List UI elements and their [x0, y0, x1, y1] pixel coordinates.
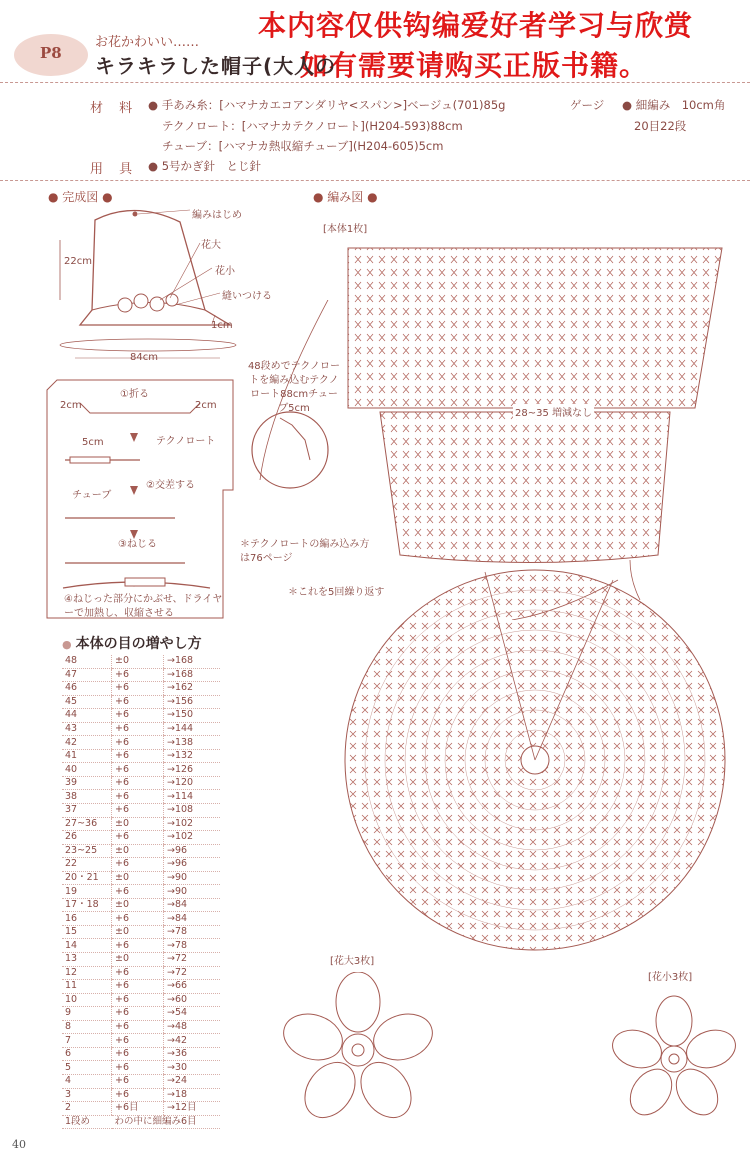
- big-flower-chart: [283, 972, 433, 1122]
- row-label: 26: [62, 831, 112, 845]
- row-total: →18: [164, 1088, 221, 1102]
- row-label: 17・18: [62, 898, 112, 912]
- row-label: 5: [62, 1061, 112, 1075]
- row-increase: +6目: [112, 1102, 164, 1116]
- crown-crochet-chart: [335, 560, 735, 960]
- row-label: 16: [62, 912, 112, 926]
- row-increase: ±0: [112, 898, 164, 912]
- row-total: →114: [164, 790, 221, 804]
- row-increase: +6: [112, 1020, 164, 1034]
- row-increase: +6: [112, 1047, 164, 1061]
- table-row: [62, 709, 220, 723]
- table-row: [62, 993, 220, 1007]
- row-total: →108: [164, 804, 221, 818]
- row-increase: +6: [112, 722, 164, 736]
- row-label: 47: [62, 668, 112, 682]
- row-total: →102: [164, 817, 221, 831]
- tube-label: チューブ: [72, 490, 112, 501]
- row-label: 8: [62, 1020, 112, 1034]
- table-row: [62, 668, 220, 682]
- row-total: →36: [164, 1047, 221, 1061]
- tools-spec: ● 5号かぎ針 とじ針: [148, 159, 262, 173]
- row-label: 22: [62, 858, 112, 872]
- row-total: →72: [164, 966, 221, 980]
- row-label: 42: [62, 736, 112, 750]
- row-label: 3: [62, 1088, 112, 1102]
- big-flower-label: [花大3枚]: [330, 956, 375, 967]
- row-increase: +6: [112, 885, 164, 899]
- increase-table-title: ● 本体の目の増やし方: [62, 633, 202, 653]
- row-increase: ±0: [112, 844, 164, 858]
- watermark-line-2: 如有需要请购买正版书籍。: [300, 49, 649, 82]
- table-row: [62, 966, 220, 980]
- row-label: 27~36: [62, 817, 112, 831]
- left-length: 2cm: [60, 400, 82, 411]
- row-total: →54: [164, 1007, 221, 1021]
- body-label: [本体1枚]: [323, 224, 368, 235]
- row-increase: +6: [112, 1088, 164, 1102]
- row-label: 6: [62, 1047, 112, 1061]
- flower-small-label: 花小: [215, 266, 235, 277]
- row-increase: ±0: [112, 953, 164, 967]
- row-label: 44: [62, 709, 112, 723]
- table-row: [62, 804, 220, 818]
- row-increase: +6: [112, 736, 164, 750]
- repeat-note: ＊これを5回繰り返す: [288, 587, 385, 598]
- table-row: [62, 763, 220, 777]
- row-label: 1段め: [62, 1115, 112, 1129]
- table-row: [62, 749, 220, 763]
- row-increase: +6: [112, 980, 164, 994]
- table-row: [62, 682, 220, 696]
- row-label: 23~25: [62, 844, 112, 858]
- row-total: →42: [164, 1034, 221, 1048]
- row-increase: +6: [112, 776, 164, 790]
- tube-length: 5cm: [82, 437, 104, 448]
- header-divider: [0, 82, 750, 83]
- row-increase: +6: [112, 668, 164, 682]
- flower-large-label: 花大: [201, 240, 221, 251]
- table-row: [62, 722, 220, 736]
- row-total: →30: [164, 1061, 221, 1075]
- table-row: [62, 831, 220, 845]
- table-row: [62, 912, 220, 926]
- row-label: 15: [62, 925, 112, 939]
- table-row: [62, 953, 220, 967]
- row-label: 38: [62, 790, 112, 804]
- gauge-label: ゲージ: [570, 98, 605, 112]
- row-label: 9: [62, 1007, 112, 1021]
- row-total: →96: [164, 844, 221, 858]
- increase-table: [62, 655, 220, 1129]
- table-row: [62, 980, 220, 994]
- row-total: →132: [164, 749, 221, 763]
- table-row: [62, 858, 220, 872]
- row-total: →78: [164, 939, 221, 953]
- row-increase: +6: [112, 1034, 164, 1048]
- fold-step: ①折る: [120, 389, 149, 400]
- table-row: [62, 1074, 220, 1088]
- table-row: [62, 939, 220, 953]
- row-increase: +6: [112, 993, 164, 1007]
- no-change-label: 28~35 増減なし: [513, 404, 594, 419]
- row-increase: ±0: [112, 925, 164, 939]
- row-label: 4: [62, 1074, 112, 1088]
- row-total: →24: [164, 1074, 221, 1088]
- finished-section-title: ● 完成図 ●: [48, 190, 113, 204]
- small-flower-label: [花小3枚]: [648, 972, 693, 983]
- row-total: →168: [164, 655, 221, 668]
- table-row: [62, 695, 220, 709]
- yarn-spec: ● 手あみ糸：[ハマナカエコアンダリヤ<スパン>]ベージュ(701)85g: [148, 98, 506, 112]
- row-label: 19: [62, 885, 112, 899]
- row-label: 12: [62, 966, 112, 980]
- cross-step: ②交差する: [146, 480, 195, 491]
- row-total: →102: [164, 831, 221, 845]
- kicker-text: お花かわいい……: [95, 35, 200, 50]
- table-row: [62, 1007, 220, 1021]
- techno-reference: ＊テクノロートの編み込み方は76ページ: [240, 539, 370, 564]
- row-label: 7: [62, 1034, 112, 1048]
- row-label: 41: [62, 749, 112, 763]
- row-total: →90: [164, 885, 221, 899]
- row-total: →90: [164, 871, 221, 885]
- row-increase: +6: [112, 831, 164, 845]
- table-row: [62, 925, 220, 939]
- row-increase: +6: [112, 749, 164, 763]
- row-label: 2: [62, 1102, 112, 1116]
- chart-section-title: ● 編み図 ●: [313, 190, 378, 204]
- row-label: 48: [62, 655, 112, 668]
- circumference-label: 84cm: [130, 352, 158, 363]
- row-label: 37: [62, 804, 112, 818]
- row-increase: ±0: [112, 871, 164, 885]
- row-total: →168: [164, 668, 221, 682]
- page-title: キラキラした帽子(大人の: [95, 54, 337, 78]
- sew-on-label: 縫いつける: [222, 291, 272, 302]
- table-row: [62, 736, 220, 750]
- table-row: [62, 844, 220, 858]
- row-total: →126: [164, 763, 221, 777]
- row-total: →84: [164, 898, 221, 912]
- row-increase: +6: [112, 1074, 164, 1088]
- row-total: →138: [164, 736, 221, 750]
- row-total: →162: [164, 682, 221, 696]
- row-increase: +6: [112, 858, 164, 872]
- row-total: →84: [164, 912, 221, 926]
- techno-label: テクノロート: [156, 436, 216, 447]
- small-flower-chart: [612, 995, 737, 1120]
- row-total: →66: [164, 980, 221, 994]
- row-label: 13: [62, 953, 112, 967]
- row-increase: +6: [112, 966, 164, 980]
- table-row: [62, 1088, 220, 1102]
- table-row: [62, 1061, 220, 1075]
- row-label: 10: [62, 993, 112, 1007]
- row-increase: ±0: [112, 655, 164, 668]
- row-label: 14: [62, 939, 112, 953]
- row-label: 40: [62, 763, 112, 777]
- table-row: [62, 1102, 220, 1116]
- row-increase: +6: [112, 695, 164, 709]
- shrink-step: ④ねじった部分にかぶせ、ドライヤーで加熱し、収縮させる: [64, 594, 223, 619]
- row-increase: +6: [112, 682, 164, 696]
- brim-label: 1cm: [211, 320, 233, 331]
- right-length: 2cm: [195, 400, 217, 411]
- row-label: 20・21: [62, 871, 112, 885]
- tube-spec: チューブ：[ハマナカ熱収縮チューブ](H204-605)5cm: [162, 139, 444, 153]
- height-label: 22cm: [64, 256, 92, 267]
- row-total: →12目: [164, 1102, 221, 1116]
- materials-label: 材 料: [90, 101, 139, 116]
- tools-label: 用 具: [90, 162, 139, 177]
- row-total: →120: [164, 776, 221, 790]
- row-label: 43: [62, 722, 112, 736]
- start-label: 編みはじめ: [192, 210, 242, 221]
- page-number: 40: [12, 1138, 26, 1151]
- row-increase: +6: [112, 763, 164, 777]
- techno-note: 48段めでテクノロートを編み込むテクノロート88cmチューブ5cm: [247, 361, 341, 414]
- table-row: [62, 1020, 220, 1034]
- table-row: [62, 885, 220, 899]
- row-total: →156: [164, 695, 221, 709]
- table-row: [62, 817, 220, 831]
- spec-divider: [0, 180, 750, 181]
- row-total: →96: [164, 858, 221, 872]
- techno-spec: テクノロート：[ハマナカテクノロート](H204-593)88cm: [162, 119, 463, 133]
- row-increase: +6: [112, 709, 164, 723]
- table-row: [62, 898, 220, 912]
- gauge-value-2: 20目22段: [634, 119, 687, 133]
- row-label: 39: [62, 776, 112, 790]
- row-increase: +6: [112, 1061, 164, 1075]
- row-increase: +6: [112, 1007, 164, 1021]
- table-row: [62, 1047, 220, 1061]
- row-increase: +6: [112, 912, 164, 926]
- table-row: [62, 790, 220, 804]
- row-label: 45: [62, 695, 112, 709]
- row-total: →72: [164, 953, 221, 967]
- row-label: 46: [62, 682, 112, 696]
- row-total: →144: [164, 722, 221, 736]
- row-increase: ±0: [112, 817, 164, 831]
- row-increase: +6: [112, 790, 164, 804]
- table-row: [62, 871, 220, 885]
- twist-step: ③ねじる: [118, 539, 157, 550]
- row-increase: +6: [112, 804, 164, 818]
- row-total: →150: [164, 709, 221, 723]
- watermark-line-1: 本内容仅供钩编爱好者学习与欣赏: [258, 9, 694, 42]
- row-total: →78: [164, 925, 221, 939]
- table-row: [62, 776, 220, 790]
- row-total: →60: [164, 993, 221, 1007]
- gauge-value: ● 細編み 10cm角: [622, 98, 726, 112]
- row-total: →48: [164, 1020, 221, 1034]
- row-note: わの中に細編み6目: [112, 1115, 221, 1129]
- row-increase: +6: [112, 939, 164, 953]
- table-row: [62, 1034, 220, 1048]
- page-badge: P8: [14, 34, 88, 76]
- row-label: 11: [62, 980, 112, 994]
- table-row: [62, 655, 220, 668]
- table-row: [62, 1115, 220, 1129]
